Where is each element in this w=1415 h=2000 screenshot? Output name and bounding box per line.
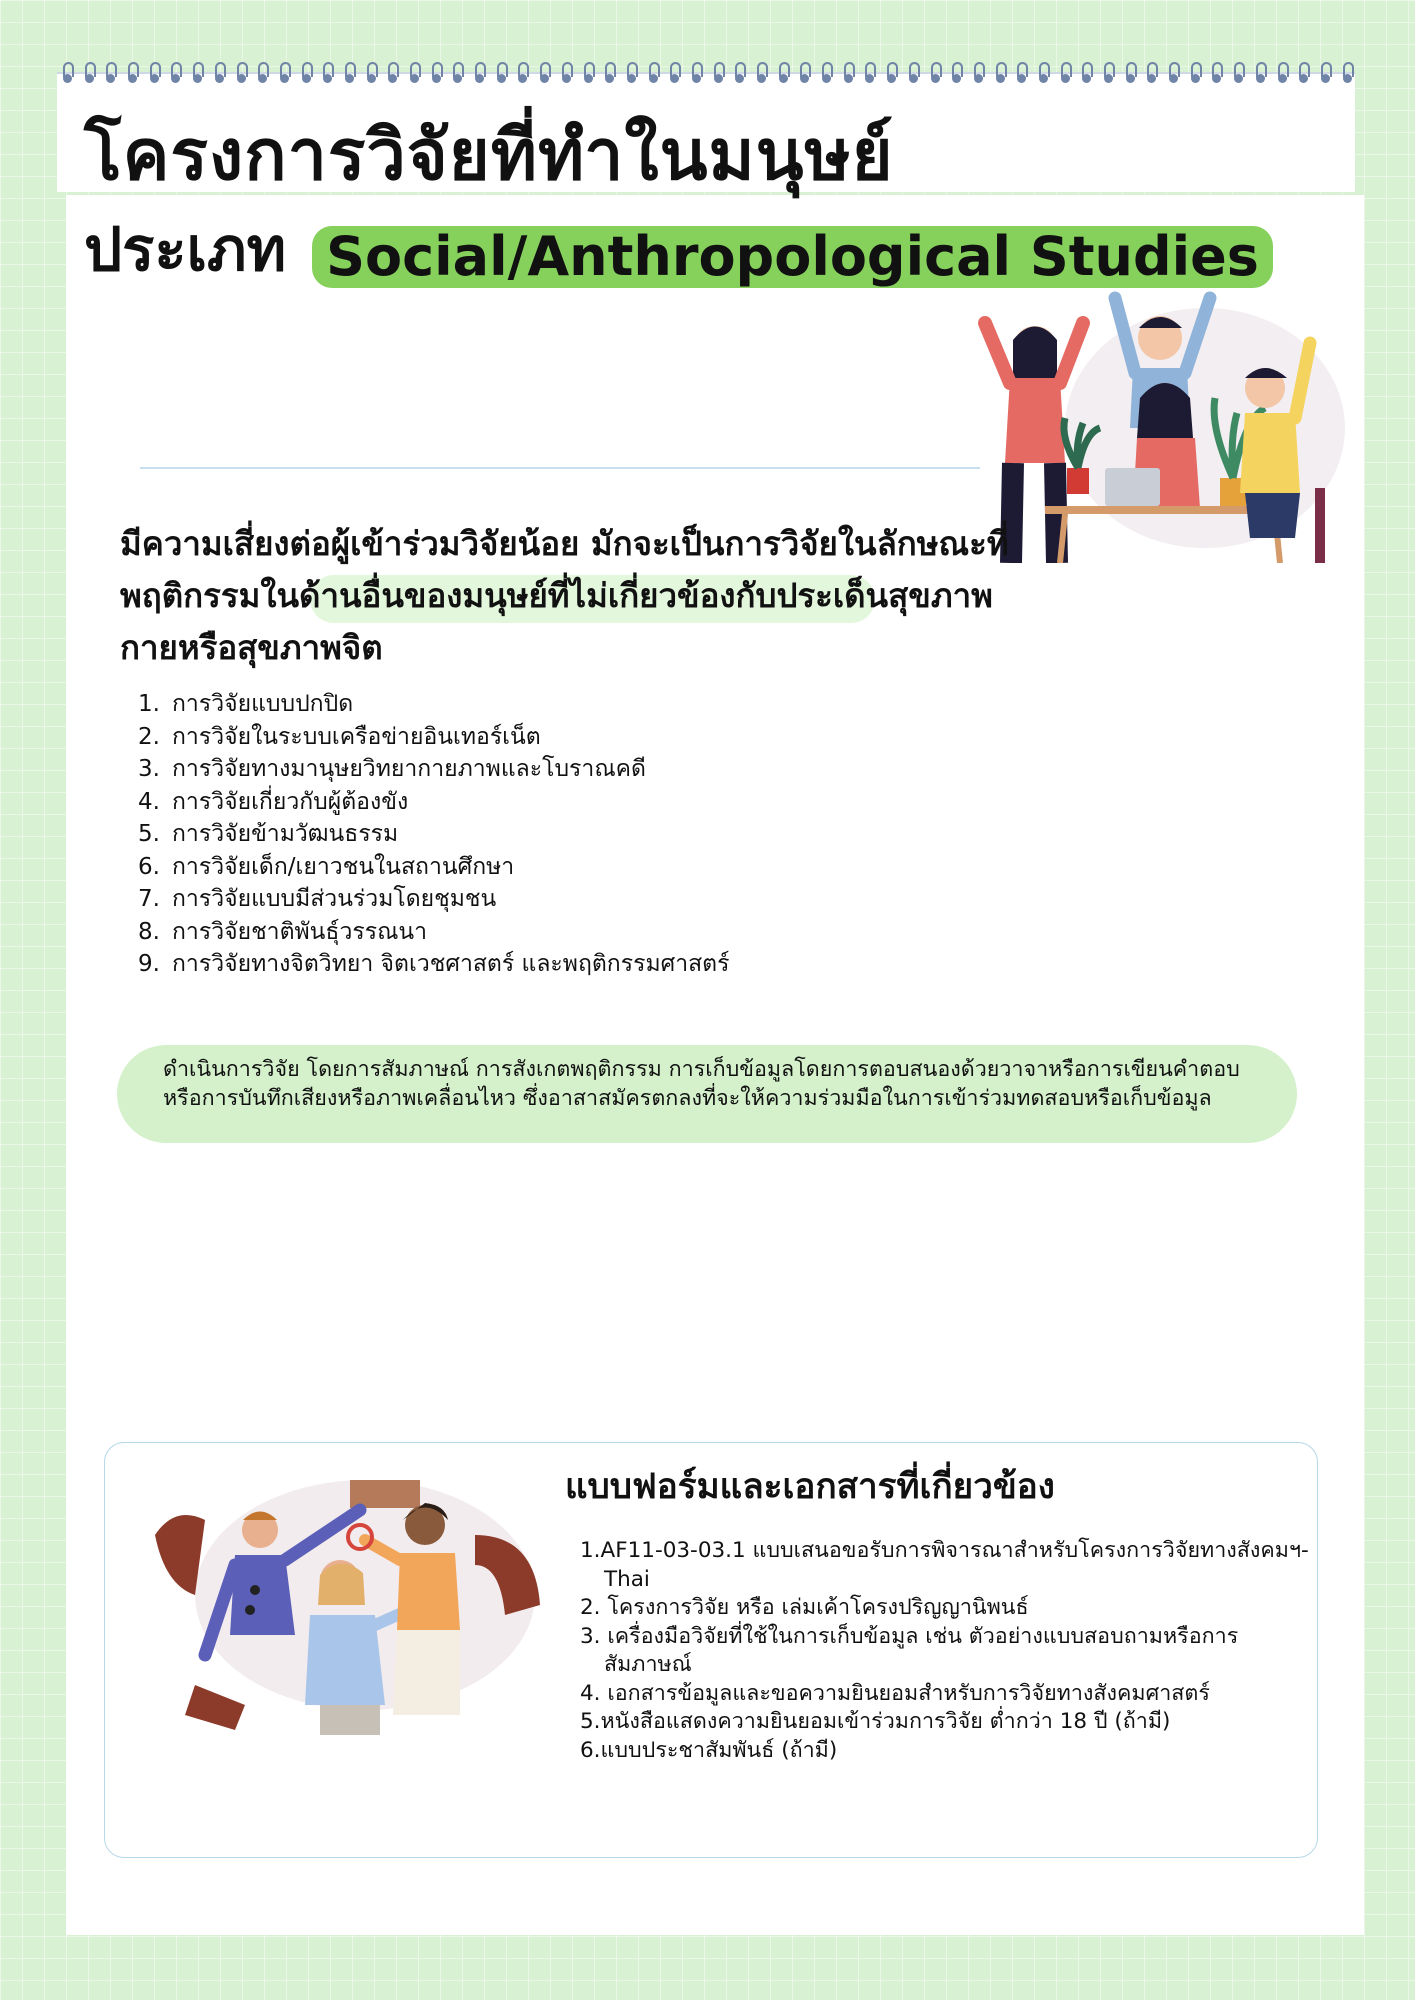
binding-ring <box>431 62 441 84</box>
binding-ring <box>279 62 289 84</box>
list-item: 8. การวิจัยชาติพันธุ์วรรณนา <box>138 918 428 945</box>
research-types-list <box>138 688 1038 981</box>
binding-ring <box>387 62 397 84</box>
binding-ring <box>62 62 72 84</box>
binding-ring <box>756 62 766 84</box>
binding-ring <box>1081 62 1091 84</box>
binding-ring <box>1190 62 1200 84</box>
binding-ring <box>1060 62 1070 84</box>
binding-ring <box>561 62 571 84</box>
binding-ring <box>1320 62 1330 84</box>
binding-ring <box>1103 62 1113 84</box>
binding-ring <box>517 62 527 84</box>
page-title: โครงการวิจัยที่ทำในมนุษย์ <box>84 114 894 196</box>
list-item: 3. การวิจัยทางมานุษยวิทยากายภาพและโบราณคดี <box>138 756 646 782</box>
binding-ring <box>691 62 701 84</box>
binding-ring <box>1146 62 1156 84</box>
binding-ring <box>322 62 332 84</box>
binding-ring <box>236 62 246 84</box>
binding-ring <box>105 62 115 84</box>
binding-ring <box>170 62 180 84</box>
binding-ring <box>951 62 961 84</box>
binding-ring <box>539 62 549 84</box>
list-item: 2. โครงการวิจัย หรือ เล่มเค้าโครงปริญญานิพนธ์ <box>580 1595 1029 1620</box>
team-celebration-illustration <box>965 278 1345 563</box>
list-item: 5.หนังสือแสดงความยินยอมเข้าร่วมการวิจัย ต่ำกว่า 18 ปี (ถ้ามี) <box>580 1709 1171 1734</box>
binding-ring <box>583 62 593 84</box>
binding-ring <box>626 62 636 84</box>
list-item: 3. เครื่องมือวิจัยที่ใช้ในการเก็บข้อมูล เช่น ตัวอย่างแบบสอบถามหรือการสัมภาษณ์ <box>580 1623 1239 1677</box>
binding-ring <box>1233 62 1243 84</box>
binding-ring <box>1168 62 1178 84</box>
binding-ring <box>474 62 484 84</box>
binding-ring <box>1125 62 1135 84</box>
binding-ring <box>366 62 376 84</box>
binding-ring <box>908 62 918 84</box>
binding-ring <box>930 62 940 84</box>
list-item: 5. การวิจัยข้ามวัฒนธรรม <box>138 821 399 847</box>
collaboration-illustration <box>135 1465 555 1745</box>
list-item: 6.แบบประชาสัมพันธ์ (ถ้ามี) <box>580 1737 838 1763</box>
binding-ring <box>1342 62 1352 84</box>
binding-ring <box>127 62 137 84</box>
binding-ring <box>1038 62 1048 84</box>
list-item: 4. เอกสารข้อมูลและขอความยินยอมสำหรับการวิจัยทางสังคมศาสตร์ <box>580 1680 1210 1706</box>
binding-ring <box>778 62 788 84</box>
forms-list <box>580 1537 1310 1765</box>
list-item: 7. การวิจัยแบบมีส่วนร่วมโดยชุมชน <box>138 886 497 912</box>
list-item: 1.AF11-03-03.1 แบบเสนอขอรับการพิจารณาสำหรับโครงการวิจัยทางสังคมฯ-Thai <box>580 1538 1309 1592</box>
list-item: 6. การวิจัยเด็ก/เยาวชนในสถานศึกษา <box>138 853 515 880</box>
binding-ring <box>344 62 354 84</box>
binding-ring <box>1255 62 1265 84</box>
forms-title: แบบฟอร์มและเอกสารที่เกี่ยวข้อง <box>565 1467 1055 1507</box>
binding-ring <box>669 62 679 84</box>
subtitle-prefix: ประเภท <box>84 215 287 285</box>
binding-ring <box>843 62 853 84</box>
binding-ring <box>1298 62 1308 84</box>
binding-ring <box>301 62 311 84</box>
binding-ring <box>864 62 874 84</box>
binding-ring <box>1016 62 1026 84</box>
binding-ring <box>713 62 723 84</box>
binding-ring <box>214 62 224 84</box>
binding-ring <box>452 62 462 84</box>
binding-ring <box>1211 62 1221 84</box>
list-item: 1. การวิจัยแบบปกปิด <box>138 691 354 717</box>
binding-ring <box>149 62 159 84</box>
list-item: 2. การวิจัยในระบบเครือข่ายอินเทอร์เน็ต <box>138 723 541 750</box>
method-text: ดำเนินการวิจัย โดยการสัมภาษณ์ การสังเกตพฤติกรรม การเก็บข้อมูลโดยการตอบสนองด้วยวาจาหรือการเขียนคำตอบ หรือการบันทึกเสียงหรือภาพเคลื่อนไหว ซึ่งอาสาสมัครตกลงที่จะให้ความร่วมมือในการเข้าร่วมทดสอบหรือเก็บข้อมูล <box>163 1057 1240 1111</box>
binding-ring <box>409 62 419 84</box>
binding-ring <box>192 62 202 84</box>
binding-ring <box>1277 62 1287 84</box>
subtitle-highlight: Social/Anthropological Studies <box>312 226 1273 288</box>
binding-ring <box>799 62 809 84</box>
binding-ring <box>496 62 506 84</box>
binding-ring <box>84 62 94 84</box>
binding-ring <box>604 62 614 84</box>
binding-ring <box>995 62 1005 84</box>
binding-ring <box>973 62 983 84</box>
spiral-binding <box>62 62 1352 92</box>
section-divider <box>140 467 980 469</box>
intro-text: มีความเสี่ยงต่อผู้เข้าร่วมวิจัยน้อย มักจะเป็นการวิจัยในลักษณะที่พฤติกรรมในด้านอื่นของมนุษย์ที่ไม่เกี่ยวข้องกับประเด็นสุขภาพกายหรือสุขภาพจิต <box>120 524 1009 667</box>
binding-ring <box>821 62 831 84</box>
binding-ring <box>648 62 658 84</box>
binding-ring <box>734 62 744 84</box>
method-callout <box>117 1045 1297 1143</box>
binding-ring <box>257 62 267 84</box>
binding-ring <box>886 62 896 84</box>
list-item: 9. การวิจัยทางจิตวิทยา จิตเวชศาสตร์ และพฤติกรรมศาสตร์ <box>138 951 730 977</box>
list-item: 4. การวิจัยเกี่ยวกับผู้ต้องขัง <box>138 788 409 815</box>
